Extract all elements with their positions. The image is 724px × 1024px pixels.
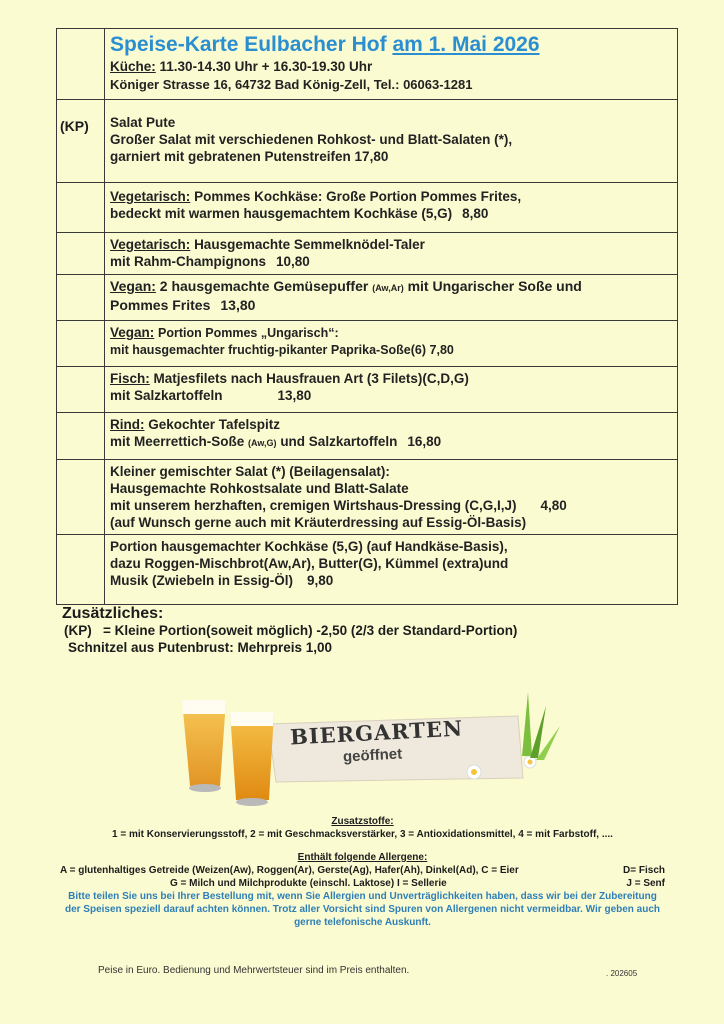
dish-allergen: (Aw,G) (248, 438, 277, 448)
dish-name: Gekochter Tafelspitz (148, 417, 281, 432)
dish-category: Rind: (110, 417, 145, 432)
dish-category: Vegetarisch: (110, 189, 191, 204)
grass-icon (522, 692, 560, 760)
extra-line: Schnitzel aus Putenbrust: Mehrpreis 1,00 (68, 640, 333, 655)
allergens-text: G = Milch und Milchprodukte (einschl. Laktose) I = Sellerie (170, 878, 447, 889)
menu-row (57, 233, 678, 275)
dish-desc: mit Salzkartoffeln (110, 388, 223, 403)
allergens-text: J = Senf (626, 878, 665, 889)
dish-price: 8,80 (462, 206, 489, 221)
dish-desc: Musik (Zwiebeln in Essig-Öl) (110, 573, 294, 588)
dish-name: Salat Pute (110, 115, 176, 130)
menu-row (57, 367, 678, 413)
menu-header (105, 29, 678, 100)
dish-desc: bedeckt mit warmen hausgemachtem Kochkäse (5,G) (110, 206, 453, 221)
beer-glass-icon (230, 712, 274, 806)
dish-name: Portion Pommes „Ungarisch“: (158, 326, 339, 340)
allergy-note: Bitte teilen Sie uns bei Ihrer Bestellung mit, wenn Sie Allergien und Unverträglichkeiten haben, dass wir bei der Zubereitung der Speisen speziell darauf achten können. Trotz aller Vorsicht sind Spuren von Allergenen nicht vermeidbar. Wir geben auch gerne telefonische Auskunft. (64, 891, 661, 928)
dish-price: 4,80 (540, 498, 567, 513)
dish-name: Portion hausgemachter Kochkäse (5,G) (auf Handkäse-Basis), (110, 539, 508, 554)
menu-row (57, 275, 678, 321)
dish-desc: mit Meerrettich-Soße (110, 434, 245, 449)
dish-desc: Pommes Frites (110, 297, 211, 313)
menu-date: am 1. Mai 2026 (392, 33, 540, 56)
dish-desc: garniert mit gebratenen Putenstreifen 17,80 (110, 149, 389, 164)
menu-row (57, 100, 678, 183)
dish-key: (KP) (57, 100, 105, 183)
dish-desc: mit unserem herzhaften, cremigen Wirtshaus-Dressing (C,G,I,J) (110, 498, 517, 513)
dish-desc: Großer Salat mit verschiedenen Rohkost- und Blatt-Salaten (*), (110, 132, 513, 147)
dish-desc: Große Portion Pommes Frites, (326, 189, 522, 204)
dish-desc: Hausgemachte Rohkostsalate und Blatt-Salate (110, 481, 409, 496)
dish-name: Matjesfilets nach Hausfrauen Art (3 Filets)(C,D,G) (153, 371, 469, 386)
allergens-text: D= Fisch (623, 865, 665, 876)
menu-row (57, 321, 678, 367)
footer (60, 815, 665, 929)
extra-section (62, 605, 517, 656)
price-note: Peise in Euro. Bedienung und Mehrwertsteuer sind im Preis enthalten. (98, 965, 410, 976)
dish-category: Fisch: (110, 371, 150, 386)
allergens-title: Enthält folgende Allergene: (297, 852, 428, 863)
menu-row (57, 413, 678, 460)
additives-title: Zusatzstoffe: (331, 816, 394, 827)
dish-price: 16,80 (407, 434, 442, 449)
dish-name: Hausgemachte Semmelknödel-Taler (194, 237, 425, 252)
dish-name: Kleiner gemischter Salat (*) (Beilagensalat): (110, 464, 390, 479)
dish-category: Vegetarisch: (110, 237, 191, 252)
dish-name: Pommes Kochkäse: (194, 189, 323, 204)
menu-row (57, 183, 678, 233)
extra-line: (KP) = Kleine Portion(soweit möglich) -2,50 (2/3 der Standard-Portion) (64, 623, 518, 638)
menu-row (57, 535, 678, 605)
dish-desc: (auf Wunsch gerne auch mit Kräuterdressing auf Essig-Öl-Basis) (110, 515, 527, 530)
banner-subtitle: geöffnet (342, 745, 403, 766)
menu-table (56, 28, 678, 605)
address: Königer Strasse 16, 64732 Bad König-Zell, Tel.: 06063-1281 (110, 77, 473, 92)
beer-glass-icon (182, 700, 226, 792)
dish-category: Vegan: (110, 278, 156, 294)
allergens-text: A = glutenhaltiges Getreide (Weizen(Aw), Roggen(Ar), Gerste(Ag), Hafer(Ah), Dinkel(Ad), C = Eier (60, 865, 519, 876)
extra-heading: Zusätzliches: (62, 605, 164, 622)
menu-row (57, 460, 678, 535)
dish-price: 9,80 (307, 573, 334, 588)
kitchen-hours: 11.30-14.30 Uhr + 16.30-19.30 Uhr (159, 59, 373, 74)
dish-category: Vegan: (110, 325, 155, 340)
dish-desc: mit Rahm-Champignons (110, 254, 267, 269)
dish-name: 2 hausgemachte Gemüsepuffer (159, 278, 369, 294)
dish-desc: und Salzkartoffeln (280, 434, 398, 449)
document-code: . 202605 (606, 969, 638, 978)
menu-title: Speise-Karte Eulbacher Hof (110, 33, 387, 56)
additives-text: 1 = mit Konservierungsstoff, 2 = mit Geschmacksverstärker, 3 = Antioxidationsmittel, 4 = mit Farbstoff, .... (112, 829, 613, 840)
dish-price: 10,80 (276, 254, 310, 269)
kitchen-label: Küche: (110, 59, 156, 74)
dish-desc: mit hausgemachter fruchtig-pikanter Paprika-Soße(6) 7,80 (110, 343, 454, 357)
dish-price: 13,80 (220, 297, 256, 313)
dish-price: 13,80 (277, 388, 312, 403)
dish-desc: mit Ungarischer Soße und (407, 278, 582, 294)
banner-title: BIERGARTEN (289, 715, 464, 750)
dish-desc: dazu Roggen-Mischbrot(Aw,Ar), Butter(G), Kümmel (extra)und (110, 556, 509, 571)
dish-allergen: (Aw,Ar) (372, 283, 404, 293)
